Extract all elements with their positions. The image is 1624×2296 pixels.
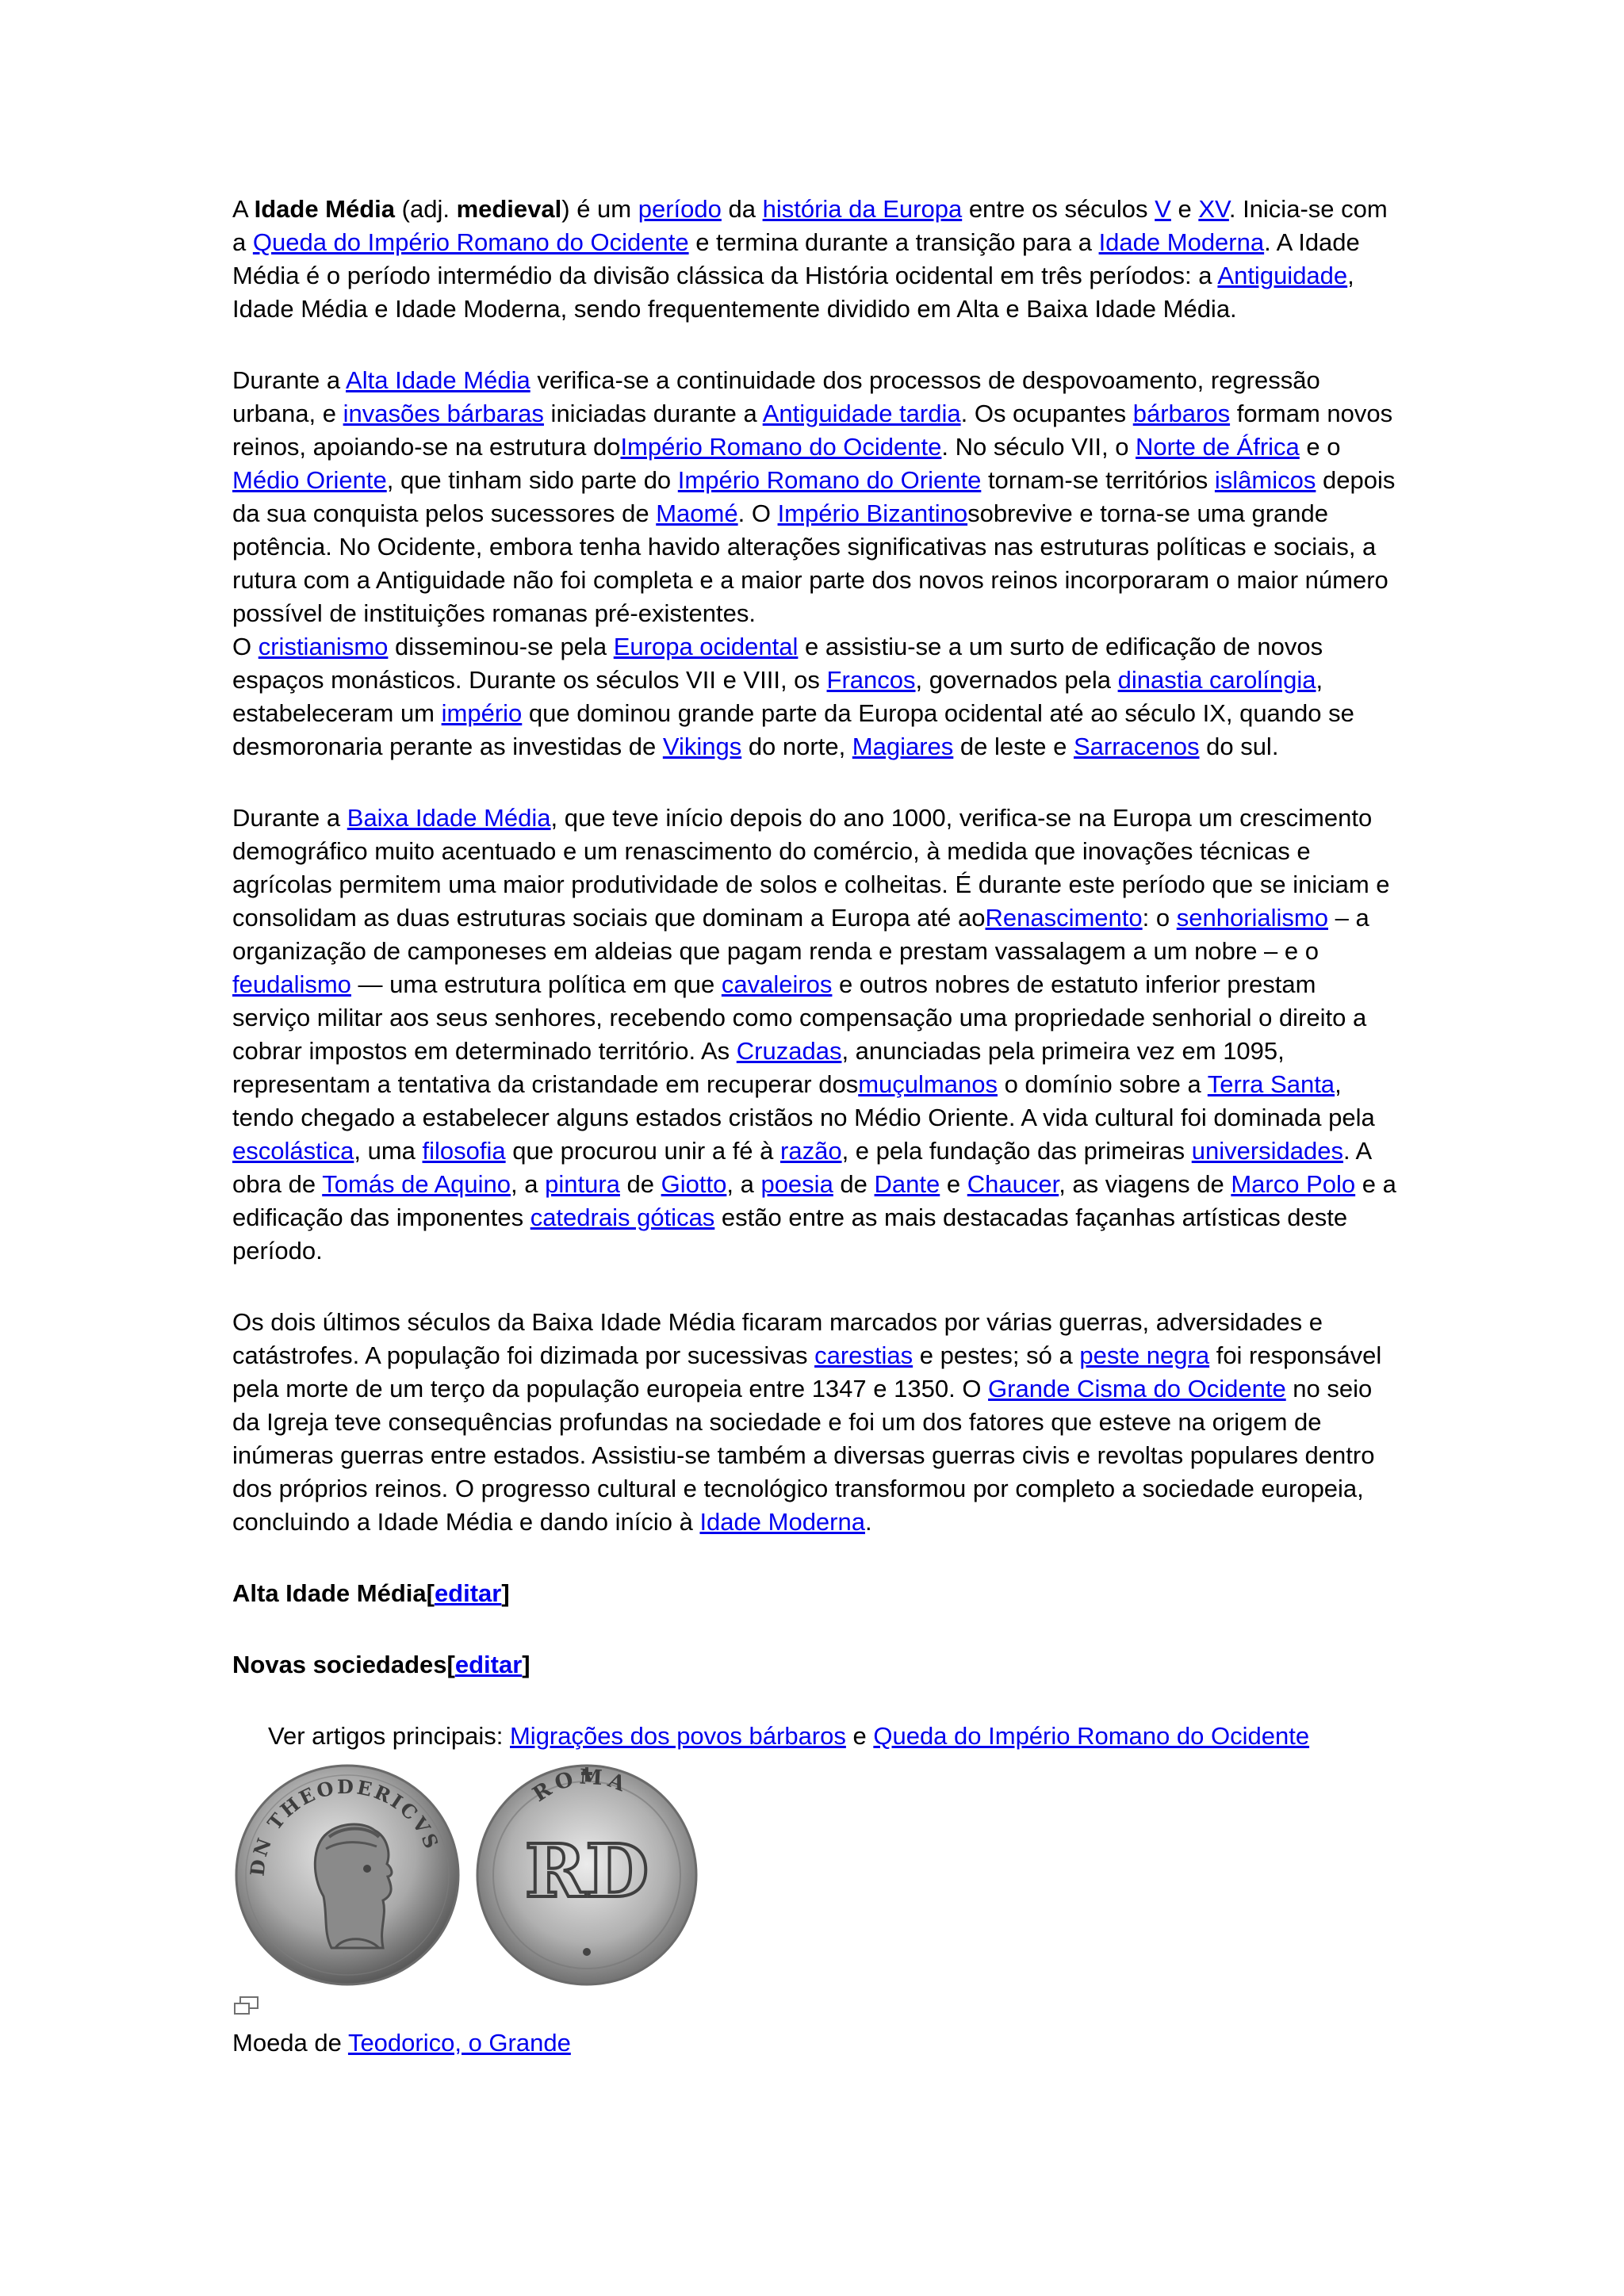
heading-text: Novas sociedades <box>232 1651 447 1678</box>
link-maome[interactable]: Maomé <box>656 499 738 527</box>
link-alta-idade-media[interactable]: Alta Idade Média <box>346 366 530 394</box>
text: e outros nobres de estatuto inferior prestam serviço militar aos seus senhores, recebendo como compensação uma propriedade senhorial o direito a cobrar impostos em determinado território. As <box>232 970 1367 1065</box>
link-marco-polo[interactable]: Marco Polo <box>1231 1170 1356 1198</box>
text: . Os ocupantes <box>960 400 1133 427</box>
link-teodorico[interactable]: Teodorico, o Grande <box>347 2029 571 2057</box>
link-queda-imperio-ocidente[interactable]: Queda do Império Romano do Ocidente <box>252 228 689 256</box>
link-imperio-bizantino[interactable]: Império Bizantino <box>777 499 968 527</box>
text: e <box>1170 195 1199 223</box>
link-grande-cisma[interactable]: Grande Cisma do Ocidente <box>988 1375 1286 1402</box>
link-poesia[interactable]: poesia <box>760 1170 833 1198</box>
text: Moeda de <box>232 2029 348 2057</box>
link-dinastia-carolingia[interactable]: dinastia carolíngia <box>1117 666 1316 694</box>
link-feudalismo[interactable]: feudalismo <box>232 970 351 998</box>
link-sarracenos[interactable]: Sarracenos <box>1073 733 1200 760</box>
text: foi responsável pela morte de um terço da população europeia entre 1347 e 1350. O <box>232 1341 1382 1402</box>
text: , uma <box>354 1137 423 1165</box>
text: Durante a <box>232 804 347 832</box>
link-muculmanos[interactable]: muçulmanos <box>858 1070 998 1098</box>
link-senhorialismo[interactable]: senhorialismo <box>1176 904 1328 932</box>
link-giotto[interactable]: Giotto <box>661 1170 727 1198</box>
text: e termina durante a transição para a <box>688 228 1099 256</box>
link-barbaros[interactable]: bárbaros <box>1132 400 1231 427</box>
alta-idade-media-paragraph <box>232 364 1398 630</box>
text: – a organização de camponeses em aldeias que pagam renda e prestam vassalagem a um nobre – e o <box>232 904 1369 965</box>
text: Durante a <box>232 366 347 394</box>
link-cavaleiros[interactable]: cavaleiros <box>721 970 833 998</box>
text: . Inicia-se com a <box>232 195 1388 256</box>
link-periodo[interactable]: período <box>638 195 722 223</box>
link-imperio-romano-oriente[interactable]: Império Romano do Oriente <box>677 466 982 494</box>
link-invasoes-barbaras[interactable]: invasões bárbaras <box>343 400 544 427</box>
link-terra-santa[interactable]: Terra Santa <box>1207 1070 1335 1098</box>
text: e assistiu-se a um surto de edificação de novos espaços monásticos. Durante os séculos VII e VIII, os <box>232 633 1323 694</box>
link-medio-oriente[interactable]: Médio Oriente <box>232 466 387 494</box>
link-historia-europa[interactable]: história da Europa <box>762 195 963 223</box>
link-cruzadas[interactable]: Cruzadas <box>736 1037 842 1065</box>
text: — uma estrutura política em que <box>350 970 722 998</box>
text: , anunciadas pela primeira vez em 1095, representam a tentativa da cristandade em recuperar dos <box>232 1037 1285 1098</box>
text: do norte, <box>741 733 852 760</box>
text: , tendo chegado a estabelecer alguns estados cristãos no Médio Oriente. A vida cultural foi dominada pela <box>232 1070 1375 1131</box>
text: disseminou-se pela <box>388 633 614 660</box>
link-islamicos[interactable]: islâmicos <box>1214 466 1316 494</box>
coin-reverse <box>472 1758 702 1988</box>
bracket: [ <box>446 1651 455 1678</box>
link-antiguidade[interactable]: Antiguidade <box>1217 262 1348 289</box>
text: A <box>232 195 255 223</box>
link-carestias[interactable]: carestias <box>814 1341 914 1369</box>
text: , as viagens de <box>1059 1170 1231 1198</box>
text: , a <box>726 1170 761 1198</box>
link-francos[interactable]: Francos <box>826 666 916 694</box>
text: : o <box>1142 904 1177 932</box>
text: Os dois últimos séculos da Baixa Idade Média ficaram marcados por várias guerras, adversidades e catástrofes. A população foi dizimada por sucessivas <box>232 1308 1323 1369</box>
text: o domínio sobre a <box>997 1070 1208 1098</box>
text: , a <box>511 1170 546 1198</box>
coin-caption <box>232 2026 1398 2060</box>
link-baixa-idade-media[interactable]: Baixa Idade Média <box>347 804 551 832</box>
section-heading-novas-sociedades <box>232 1648 1398 1682</box>
link-vikings[interactable]: Vikings <box>662 733 742 760</box>
text: e <box>940 1170 967 1198</box>
text: e pestes; só a <box>913 1341 1080 1369</box>
section-heading-alta-idade-media <box>232 1577 1398 1610</box>
link-norte-africa[interactable]: Norte de África <box>1136 433 1300 461</box>
link-cristianismo[interactable]: cristianismo <box>258 633 389 660</box>
bracket: ] <box>522 1651 530 1678</box>
text: . O <box>737 499 778 527</box>
text: iniciadas durante a <box>543 400 763 427</box>
text: O <box>232 633 259 660</box>
link-dante[interactable]: Dante <box>874 1170 940 1198</box>
link-universidades[interactable]: universidades <box>1191 1137 1344 1165</box>
text: ) é um <box>561 195 638 223</box>
article-content <box>232 193 1398 2060</box>
text: . A Idade Média é o período intermédio da divisão clássica da História ocidental em três períodos: a <box>232 228 1360 289</box>
text: de <box>619 1170 661 1198</box>
link-seculo-xv[interactable]: XV <box>1198 195 1229 223</box>
link-escolastica[interactable]: escolástica <box>232 1137 354 1165</box>
bold-term: Idade Média <box>254 195 396 223</box>
text: , governados pela <box>915 666 1118 694</box>
text: verifica-se a continuidade dos processos de despovoamento, regressão urbana, e <box>232 366 1320 427</box>
text: que procurou unir a fé à <box>505 1137 781 1165</box>
final-seculos-paragraph <box>232 1306 1398 1539</box>
link-seculo-v[interactable]: V <box>1155 195 1171 223</box>
text: , que teve início depois do ano 1000, verifica-se na Europa um crescimento demográfico muito acentuado e um renascimento do comércio, à medida que inovações técnicas e agrícolas permitem uma maior produtividade de solos e colheitas. É durante este período que se iniciam e consolidam as duas estruturas sociais que dominam a Europa até ao <box>232 804 1390 932</box>
link-queda-imperio-ocidente-2[interactable]: Queda do Império Romano do Ocidente <box>873 1722 1310 1750</box>
text: Ver artigos principais: <box>268 1722 510 1750</box>
text: formam novos reinos, apoiando-se na estrutura do <box>232 400 1393 461</box>
link-pintura[interactable]: pintura <box>545 1170 620 1198</box>
link-antiguidade-tardia[interactable]: Antiguidade tardia <box>762 400 961 427</box>
bold-term: medieval <box>456 195 562 223</box>
link-magiares[interactable]: Magiares <box>852 733 954 760</box>
text: e o <box>1299 433 1341 461</box>
link-idade-moderna[interactable]: Idade Moderna <box>1098 228 1265 256</box>
cristianismo-paragraph <box>232 630 1398 763</box>
text: . <box>864 1508 872 1536</box>
text: entre os séculos <box>962 195 1155 223</box>
text: de leste e <box>953 733 1074 760</box>
text: . No século VII, o <box>941 433 1136 461</box>
see-also-note <box>268 1720 1398 1753</box>
edit-link[interactable]: editar <box>454 1651 523 1678</box>
link-europa-ocidental[interactable]: Europa ocidental <box>613 633 799 660</box>
text: estão entre as mais destacadas façanhas artísticas deste período. <box>232 1203 1348 1265</box>
text: . A obra de <box>232 1137 1371 1198</box>
enlarge-icon[interactable] <box>232 1996 261 2018</box>
link-imperio[interactable]: império <box>441 699 523 727</box>
text: , Idade Média e Idade Moderna, sendo frequentemente dividido em Alta e Baixa Idade Média. <box>232 262 1354 323</box>
text: no seio da Igreja teve consequências profundas na sociedade e foi um dos fatores que esteve na origem de inúmeras guerras entre estados. Assistiu-se também a diversas guerras civis e revoltas populares dentro dos próprios reinos. O progresso cultural e tecnológico transformou por completo a sociedade europeia, concluindo a Idade Média e dando início à <box>232 1375 1375 1536</box>
coin-right-legend: ROMA <box>528 1765 634 1807</box>
intro-paragraph <box>232 193 1398 326</box>
link-renascimento[interactable]: Renascimento <box>985 904 1143 932</box>
text: e a edificação das imponentes <box>232 1170 1396 1231</box>
text: que dominou grande parte da Europa ocidental até ao século IX, quando se desmoronaria perante as investidas de <box>232 699 1354 760</box>
coin-left-legend: DN THEODERICVS <box>245 1774 445 1877</box>
text: da <box>721 195 763 223</box>
text: do sul. <box>1199 733 1279 760</box>
text: , que tinham sido parte do <box>386 466 678 494</box>
text: , e pela fundação das primeiras <box>841 1137 1192 1165</box>
link-idade-moderna-2[interactable]: Idade Moderna <box>699 1508 865 1536</box>
link-imperio-romano-ocidente[interactable]: Império Romano do Ocidente <box>620 433 942 461</box>
text: sobrevive e torna-se uma grande potência. No Ocidente, embora tenha havido alterações significativas nas estruturas políticas e sociais, a rutura com a Antiguidade não foi completa e a maior parte dos novos reinos incorporaram o maior número possível de instituições romanas pré-existentes. <box>232 499 1388 627</box>
text: e <box>845 1722 874 1750</box>
bracket: ] <box>501 1579 510 1607</box>
baixa-idade-media-paragraph <box>232 802 1398 1268</box>
link-razao[interactable]: razão <box>780 1137 842 1165</box>
bracket: [ <box>426 1579 435 1607</box>
link-peste-negra[interactable]: peste negra <box>1079 1341 1210 1369</box>
coin-obverse <box>232 1758 462 1988</box>
link-chaucer[interactable]: Chaucer <box>967 1170 1059 1198</box>
coin-monogram: RD <box>524 1828 649 1914</box>
text: , estabeleceram um <box>232 666 1323 727</box>
text: tornam-se territórios <box>981 466 1215 494</box>
edit-link[interactable]: editar <box>434 1579 502 1607</box>
coin-image[interactable] <box>232 1758 1398 1988</box>
text: (adj. <box>395 195 457 223</box>
text: depois da sua conquista pelos sucessores de <box>232 466 1396 527</box>
link-filosofia[interactable]: filosofia <box>422 1137 506 1165</box>
link-catedrais-goticas[interactable]: catedrais góticas <box>530 1203 715 1231</box>
link-tomas-de-aquino[interactable]: Tomás de Aquino <box>322 1170 511 1198</box>
text: de <box>833 1170 875 1198</box>
link-migracoes-povos-barbaros[interactable]: Migrações dos povos bárbaros <box>509 1722 846 1750</box>
heading-text: Alta Idade Média <box>232 1579 427 1607</box>
